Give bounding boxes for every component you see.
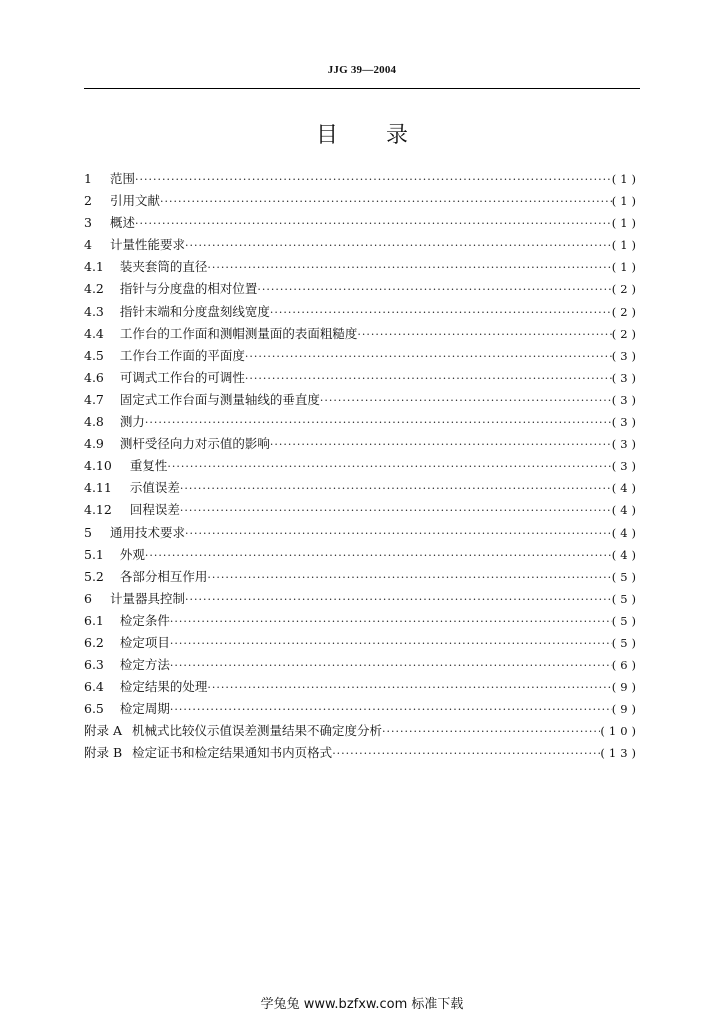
toc-entry-number: 4.8	[84, 414, 104, 430]
toc-entry[interactable]	[84, 698, 640, 720]
toc-entry-page: (1)	[611, 238, 640, 253]
toc-entry-title: 外观	[119, 546, 145, 562]
toc-entry-number: 4.7	[84, 391, 104, 407]
toc-entry-page: (3)	[611, 459, 640, 474]
toc-entry-page: (5)	[611, 613, 640, 628]
toc-entry-number: 4.4	[84, 325, 104, 341]
toc-entry-title: 检定条件	[119, 612, 170, 628]
toc-entry-title: 概述	[109, 215, 135, 231]
toc-entry-number: 4.6	[84, 369, 104, 385]
toc-leader-dots	[332, 743, 600, 765]
toc-entry-title: 固定式工作台面与测量轴线的垂直度	[119, 391, 320, 407]
toc-leader-dots	[170, 633, 612, 655]
toc-entry-number: 4.3	[84, 303, 104, 319]
toc-entry[interactable]	[84, 212, 640, 234]
toc-entry[interactable]	[84, 654, 640, 676]
toc-entry-title: 指针与分度盘的相对位置	[119, 281, 258, 297]
toc-entry-number: 5.2	[84, 568, 104, 584]
toc-entry[interactable]	[84, 190, 640, 212]
toc-entry[interactable]	[84, 742, 640, 764]
toc-entry[interactable]	[84, 610, 640, 632]
toc-entry-title: 示值误差	[129, 480, 180, 496]
toc-entry-title: 可调式工作台的可调性	[119, 369, 245, 385]
toc-entry-title: 计量器具控制	[109, 590, 185, 606]
toc-entry-page: (5)	[611, 591, 640, 606]
toc-leader-dots	[145, 412, 612, 434]
page-title: 目录	[315, 123, 456, 148]
toc-entry[interactable]	[84, 499, 640, 521]
toc-entry[interactable]	[84, 278, 640, 300]
toc-entry[interactable]	[84, 433, 640, 455]
toc-leader-dots	[270, 434, 612, 456]
toc-leader-dots	[320, 390, 612, 412]
toc-entry-title: 回程误差	[129, 502, 180, 518]
toc-entry-number: 4.9	[84, 436, 104, 452]
toc-entry-number: 6.2	[84, 634, 104, 650]
toc-entry-title: 引用文献	[109, 193, 160, 209]
toc-leader-dots	[135, 213, 612, 235]
toc-entry-number: 4.1	[84, 259, 104, 275]
toc-entry-title: 范围	[109, 171, 135, 186]
toc-leader-dots	[207, 677, 611, 699]
toc-entry[interactable]	[84, 720, 640, 742]
toc-entry-title: 检定结果的处理	[119, 679, 208, 695]
toc-entry-page: (6)	[611, 658, 640, 673]
toc-entry-number: 4.11	[84, 480, 112, 496]
toc-entry[interactable]	[84, 389, 640, 411]
header-rule	[84, 88, 640, 89]
toc-entry-page: (4)	[611, 503, 640, 518]
toc-leader-dots	[160, 191, 612, 213]
toc-entry-number: 2	[84, 193, 92, 209]
toc-entry[interactable]	[84, 411, 640, 433]
toc-entry[interactable]	[84, 632, 640, 654]
toc-entry-page: (9)	[611, 680, 640, 695]
toc-entry-number: 1	[84, 171, 92, 186]
toc-leader-dots	[207, 257, 611, 279]
toc-entry-title: 装夹套筒的直径	[119, 259, 208, 275]
toc-leader-dots	[145, 545, 612, 567]
toc-entry[interactable]	[84, 566, 640, 588]
toc-entry-number: 6.4	[84, 679, 104, 695]
toc-entry-page: (13)	[600, 746, 640, 761]
toc-entry-page: (3)	[611, 348, 640, 363]
toc-entry[interactable]	[84, 345, 640, 367]
toc-entry-page: (1)	[611, 260, 640, 275]
toc-entry-number: 4.5	[84, 347, 104, 363]
toc-entry-page: (2)	[611, 282, 640, 297]
toc-entry-page: (2)	[611, 304, 640, 319]
toc-entry-number: 6	[84, 590, 92, 606]
toc-leader-dots	[180, 478, 612, 500]
toc-entry-page: (5)	[611, 569, 640, 584]
toc-leader-dots	[170, 699, 612, 721]
toc-entry-page: (3)	[611, 392, 640, 407]
toc-entry-title: 测杆受径向力对示值的影响	[119, 436, 270, 452]
toc-leader-dots	[185, 589, 612, 611]
toc-entry-page: (3)	[611, 370, 640, 385]
footer-watermark-text: 学兔兔 www.bzfxw.com 标准下载	[260, 997, 464, 1012]
document-code-header: JJG 39—2004	[327, 64, 397, 76]
toc-entry-title: 检定方法	[119, 657, 170, 673]
toc-entry-title: 检定周期	[119, 701, 170, 717]
toc-entry[interactable]	[84, 168, 640, 190]
toc-entry[interactable]	[84, 588, 640, 610]
toc-entry-page: (1)	[611, 194, 640, 209]
toc-entry-title: 测力	[119, 414, 145, 430]
toc-leader-dots	[382, 721, 600, 743]
toc-entry[interactable]	[84, 367, 640, 389]
toc-leader-dots	[245, 368, 612, 390]
toc-entry[interactable]	[84, 522, 640, 544]
toc-leader-dots	[180, 500, 612, 522]
toc-entry-page: (9)	[611, 702, 640, 717]
toc-leader-dots	[270, 302, 612, 324]
toc-entry-number: 4.10	[84, 458, 112, 474]
toc-leader-dots	[257, 279, 611, 301]
toc-entry-page: (4)	[611, 481, 640, 496]
toc-entry[interactable]	[84, 256, 640, 278]
toc-entry-title: 重复性	[129, 458, 168, 474]
toc-entry-page: (4)	[611, 547, 640, 562]
toc-entry[interactable]	[84, 477, 640, 499]
toc-entry-number: 6.3	[84, 657, 104, 673]
toc-entry-page: (3)	[611, 437, 640, 452]
toc-entry-page: (1)	[611, 172, 640, 186]
toc-entry-number: 6.5	[84, 701, 104, 717]
toc-entry-title: 各部分相互作用	[119, 568, 208, 584]
toc-entry-number: 5.1	[84, 546, 104, 562]
toc-leader-dots	[185, 235, 612, 257]
toc-entry-number: 5	[84, 524, 92, 540]
toc-entry[interactable]	[84, 676, 640, 698]
toc-entry[interactable]	[84, 234, 640, 256]
toc-entry-page: (5)	[611, 635, 640, 650]
toc-entry-number: 4.12	[84, 502, 112, 518]
toc-entry-title: 计量性能要求	[109, 237, 185, 253]
toc-leader-dots	[245, 346, 612, 368]
toc-entry-page: (2)	[611, 326, 640, 341]
toc-entry[interactable]	[84, 455, 640, 477]
toc-entry-number: 附录 B	[84, 745, 123, 761]
toc-entry-page: (10)	[600, 724, 640, 739]
toc-entry-title: 检定证书和检定结果通知书内页格式	[132, 745, 333, 761]
toc-entry[interactable]	[84, 544, 640, 566]
toc-leader-dots	[167, 456, 611, 478]
toc-entry-title: 检定项目	[119, 634, 170, 650]
toc-entry[interactable]	[84, 323, 640, 345]
toc-entry-number: 4.2	[84, 281, 104, 297]
toc-entry-title: 指针末端和分度盘刻线宽度	[119, 303, 270, 319]
toc-entry-title: 通用技术要求	[109, 524, 185, 540]
toc-entry-title: 机械式比较仪示值误差测量结果不确定度分析	[132, 723, 383, 739]
table-of-contents	[84, 168, 640, 765]
toc-entry-number: 3	[84, 215, 92, 231]
toc-entry-page: (4)	[611, 525, 640, 540]
toc-entry-page: (1)	[611, 216, 640, 231]
toc-entry[interactable]	[84, 301, 640, 323]
toc-leader-dots	[170, 655, 612, 677]
toc-entry-number: 6.1	[84, 612, 104, 628]
toc-leader-dots	[207, 567, 611, 589]
toc-entry-page: (3)	[611, 415, 640, 430]
toc-leader-dots	[357, 324, 611, 346]
toc-entry-number: 附录 A	[84, 723, 123, 739]
toc-leader-dots	[135, 169, 612, 191]
toc-entry-title: 工作台的工作面和测帽测量面的表面粗糙度	[119, 325, 358, 341]
toc-leader-dots	[185, 523, 612, 545]
toc-leader-dots	[170, 611, 612, 633]
toc-entry-number: 4	[84, 237, 92, 253]
toc-entry-title: 工作台工作面的平面度	[119, 347, 245, 363]
